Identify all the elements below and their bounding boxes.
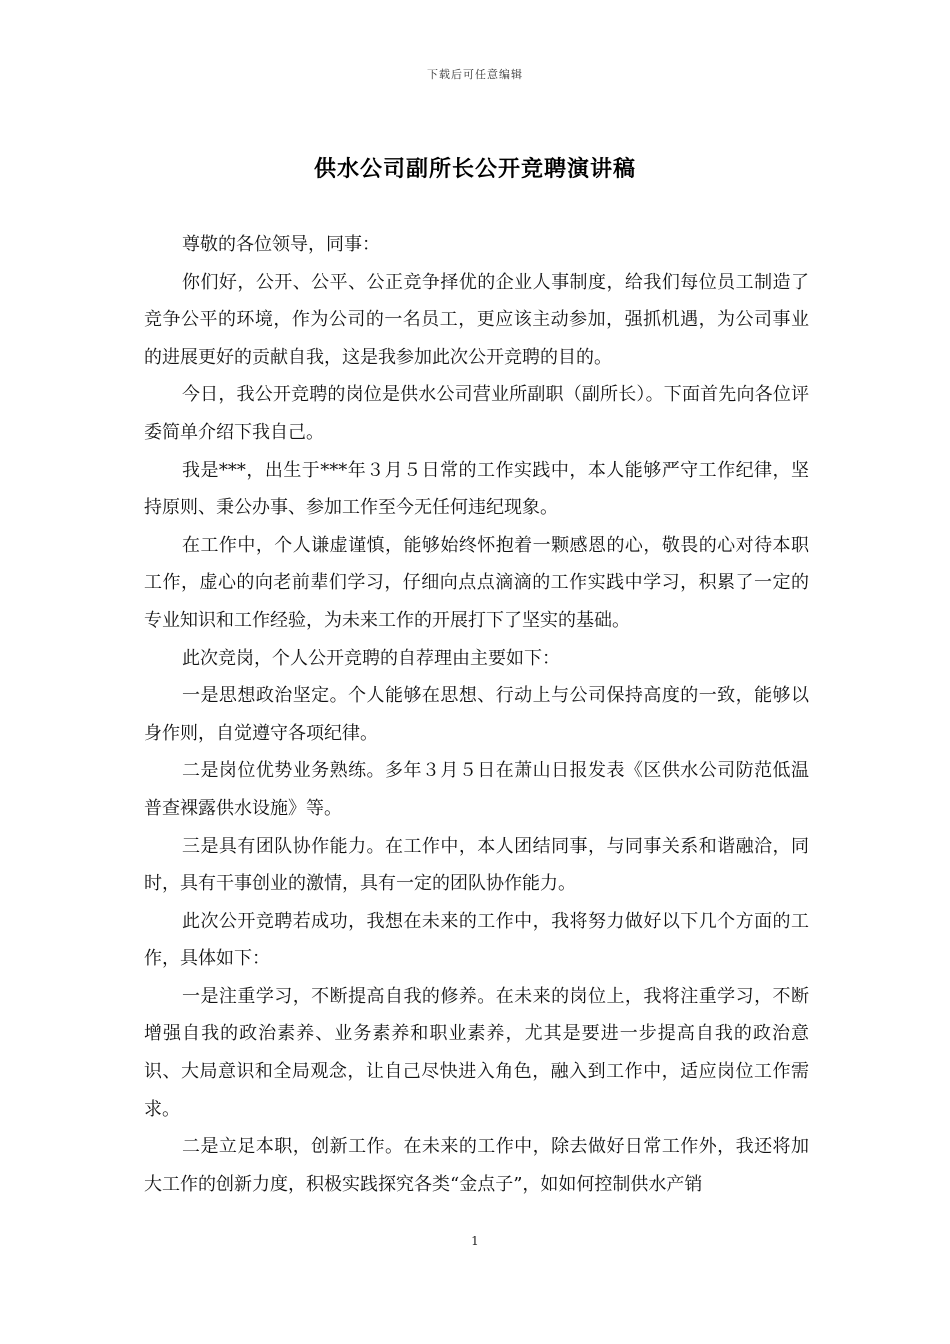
document-title: 供水公司副所长公开竞聘演讲稿 bbox=[313, 156, 636, 182]
body-paragraph: 此次公开竞聘若成功，我想在未来的工作中，我将努力做好以下几个方面的工作，具体如下： bbox=[144, 910, 809, 970]
body-paragraph: 二是岗位优势业务熟练。多年３月５日在萧山日报发表《区供水公司防范低温普查裸露供水设施》等。 bbox=[144, 760, 809, 819]
body-paragraph: 二是立足本职，创新工作。在未来的工作中，除去做好日常工作外，我还将加大工作的创新力度，积极实践探究各类“金点子”，如如何控制供水产销 bbox=[144, 1136, 809, 1195]
page-header: 下载后可任意编辑 bbox=[427, 68, 523, 81]
salutation-paragraph: 尊敬的各位领导，同事： bbox=[182, 234, 380, 255]
page-number: 1 bbox=[471, 1234, 479, 1248]
body-paragraph: 一是注重学习，不断提高自我的修养。在未来的岗位上，我将注重学习，不断增强自我的政治素养、业务素养和职业素养，尤其是要进一步提高自我的政治意识、大局意识和全局观念，让自己尽快进入角色，融入到工作中，适应岗位工作需求。 bbox=[144, 985, 809, 1120]
body-paragraph: 此次竞岗，个人公开竞聘的自荐理由主要如下： bbox=[182, 647, 560, 669]
body-paragraph: 在工作中，个人谦虚谨慎，能够始终怀抱着一颗感恩的心，敬畏的心对待本职工作，虚心的向老前辈们学习，仔细向点点滴滴的工作实践中学习，积累了一定的专业知识和工作经验，为未来工作的开展打下了坚实的基础。 bbox=[144, 534, 809, 631]
body-paragraph: 三是具有团队协作能力。在工作中，本人团结同事，与同事关系和谐融洽，同时，具有干事创业的激情，具有一定的团队协作能力。 bbox=[144, 835, 809, 895]
body-paragraph: 你们好，公开、公平、公正竞争择优的企业人事制度，给我们每位员工制造了竞争公平的环境，作为公司的一名员工，更应该主动参加，强抓机遇，为公司事业的进展更好的贡献自我，这是我参加此次公开竞聘的目的。 bbox=[144, 271, 809, 368]
body-paragraph: 一是思想政治坚定。个人能够在思想、行动上与公司保持高度的一致，能够以身作则，自觉遵守各项纪律。 bbox=[144, 685, 809, 744]
document-body bbox=[144, 226, 809, 1203]
body-paragraph: 今日，我公开竞聘的岗位是供水公司营业所副职（副所长）。下面首先向各位评委简单介绍下我自己。 bbox=[144, 384, 809, 443]
body-paragraph: 我是***，出生于***年３月５日常的工作实践中，本人能够严守工作纪律，坚持原则、秉公办事、参加工作至今无任何违纪现象。 bbox=[144, 459, 809, 519]
